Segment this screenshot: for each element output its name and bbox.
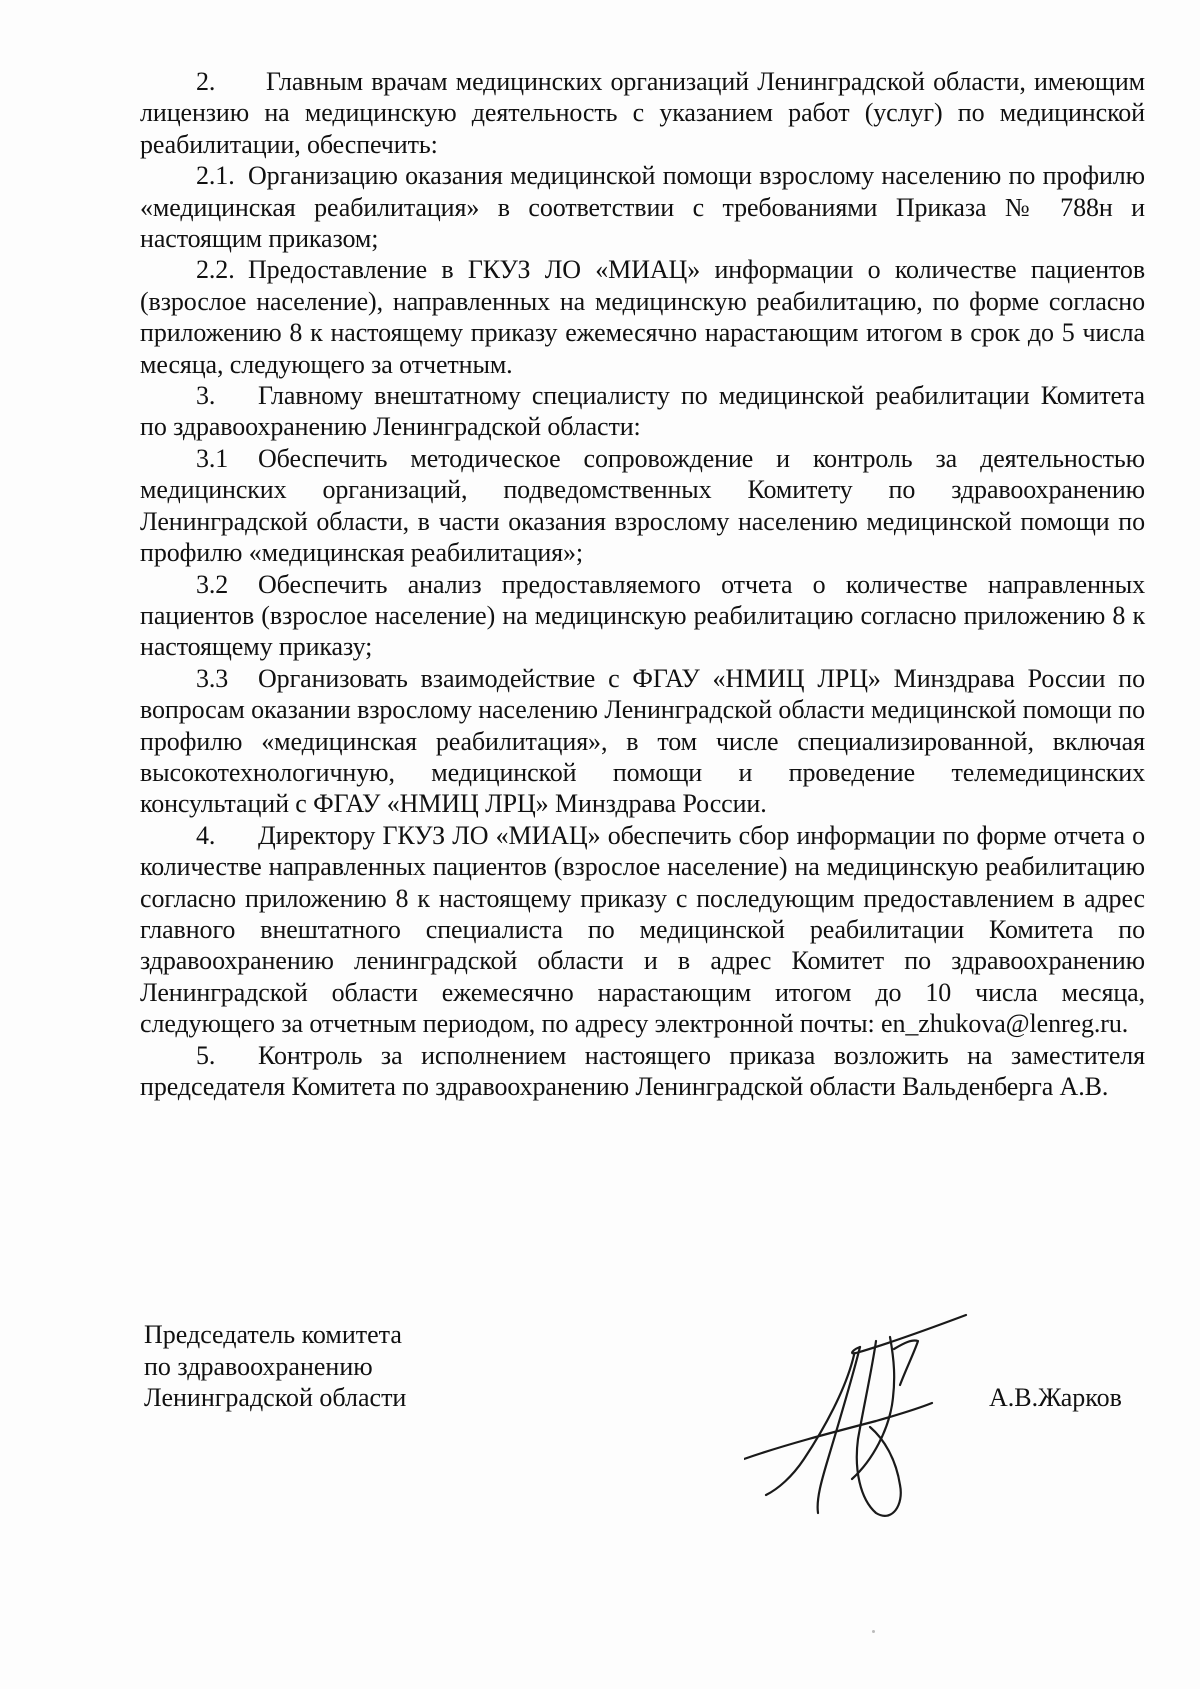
paragraph-2 <box>140 66 1145 160</box>
paragraph-text: Директору ГКУЗ ЛО «МИАЦ» обеспечить сбор информации по форме отчета о количестве направленных пациентов (взрослое население) на медицинскую реабилитацию согласно приложению 8 к настоящему приказу с последующим предоставлением в адрес главного внештатного специалиста по медицинской реабилитации Комитета по здравоохранению ленинградской области и в адрес Комитет по здравоохранению Ленинградской области ежемесячно нарастающим итогом до 10 числа месяца, следующего за отчетным периодом, по адресу электронной почты: en_zhukova@lenreg.ru. <box>140 820 1145 1039</box>
signer-title-line: Ленинградской области <box>144 1383 407 1412</box>
paragraph-text: Организовать взаимодействие с ФГАУ «НМИЦ ЛРЦ» Минздрава России по вопросам оказании взрослому населению Ленинградской области медицинской помощи по профилю «медицинская реабилитация», в том числе специализированной, включая высокотехнологичную, медицинской помощи и проведение телемедицинских консультаций с ФГАУ «НМИЦ ЛРЦ» Минздрава России. <box>140 663 1145 819</box>
paragraph-3 <box>140 380 1145 443</box>
paragraph-number: 3. <box>196 381 216 411</box>
paragraph-text: Контроль за исполнением настоящего приказа возложить на заместителя председателя Комитета по здравоохранению Ленинградской области Вальденберга А.В. <box>140 1040 1145 1101</box>
paragraph-text: Обеспечить анализ предоставляемого отчета о количестве направленных пациентов (взрослое население) на медицинскую реабилитацию согласно приложению 8 к настоящему приказу; <box>140 569 1145 662</box>
paragraph-number: 2.1. <box>196 161 235 191</box>
paragraph-number: 3.2 <box>196 569 229 599</box>
paragraph-text: Главным врачам медицинских организаций Ленинградской области, имеющим лицензию на медицинскую деятельность с указанием работ (услуг) по медицинской реабилитации, обеспечить: <box>140 67 1145 159</box>
signer-title-line: по здравоохранению <box>144 1351 373 1381</box>
signer-title-line: Председатель комитета <box>144 1320 402 1349</box>
paragraph-number: 2. <box>196 67 216 96</box>
paragraph-4 <box>140 820 1145 1040</box>
paragraph-text: Предоставление в ГКУЗ ЛО «МИАЦ» информации о количестве пациентов (взрослое население), направленных на медицинскую реабилитацию, по форме согласно приложению 8 к настоящему приказу ежемесячно нарастающим итогом в срок до 5 числа месяца, следующего за отчетным. <box>140 255 1145 379</box>
signature-block <box>144 1319 1144 1579</box>
paragraph-number: 3.3 <box>196 663 229 693</box>
paragraph-3-1 <box>140 443 1145 569</box>
paragraph-text: Главному внештатному специалисту по медицинской реабилитации Комитета по здравоохранению Ленинградской области: <box>140 381 1145 442</box>
paragraph-text: Обеспечить методическое сопровождение и контроль за деятельностью медицинских организаций, подведомственных Комитету по здравоохранению Ленинградской области, в части оказания взрослому населению медицинской помощи по профилю «медицинская реабилитация»; <box>140 443 1145 568</box>
paragraph-3-3 <box>140 663 1145 820</box>
paragraph-number: 4. <box>196 820 216 850</box>
paragraph-3-2 <box>140 569 1145 663</box>
scan-speck <box>872 1630 875 1633</box>
handwritten-signature <box>744 1309 1044 1529</box>
paragraph-number: 5. <box>196 1040 216 1070</box>
paragraph-2-1 <box>140 160 1145 254</box>
paragraph-number: 2.2. <box>196 255 235 285</box>
signer-title <box>144 1319 504 1414</box>
paragraph-number: 3.1 <box>196 443 229 473</box>
paragraph-2-2 <box>140 254 1145 380</box>
signer-name: А.В.Жарков <box>989 1383 1122 1412</box>
paragraph-text: Организацию оказания медицинской помощи взрослому населению по профилю «медицинская реабилитация» в соответствии с требованиями Приказа № 788н и настоящим приказом; <box>140 161 1145 254</box>
document-body <box>140 66 1145 1102</box>
paragraph-5 <box>140 1040 1145 1103</box>
